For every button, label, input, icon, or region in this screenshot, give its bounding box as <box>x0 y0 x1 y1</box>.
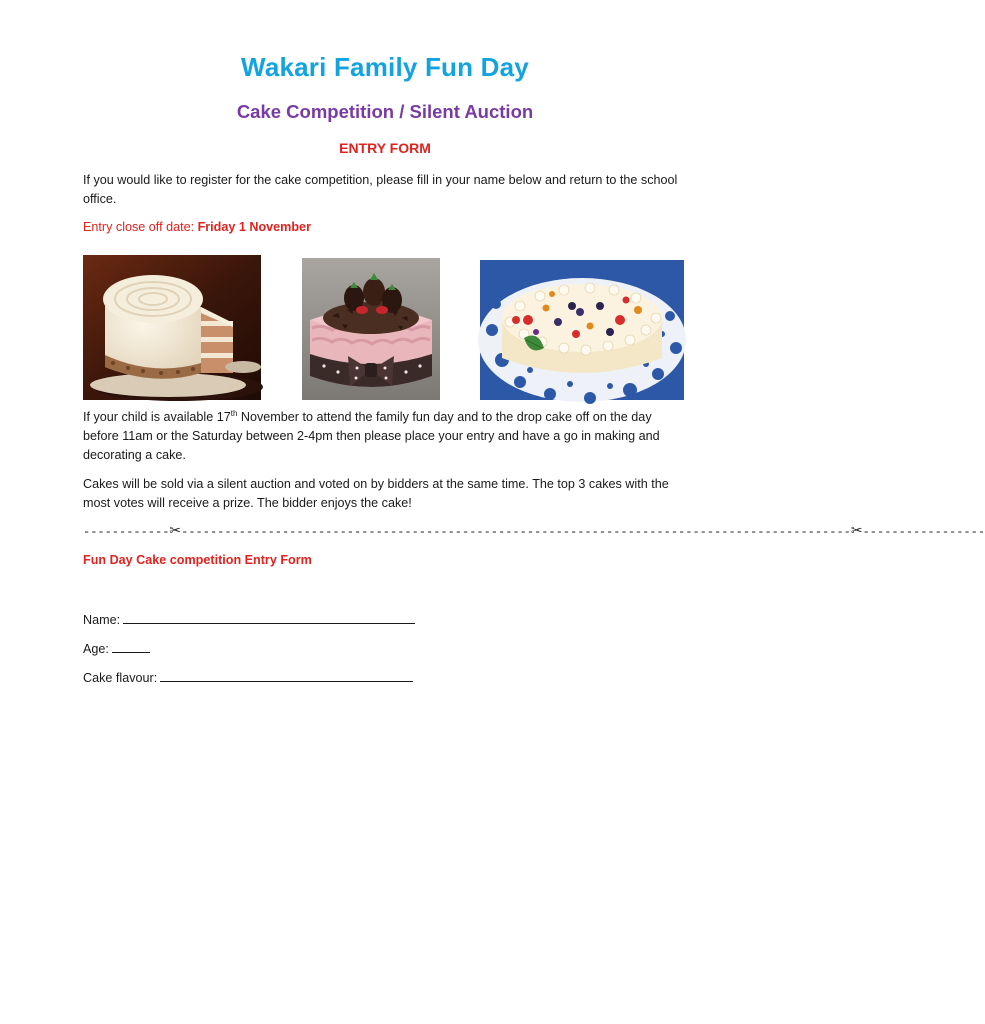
scissors-icon: ✂ <box>850 523 863 539</box>
scissors-icon: ✂ <box>169 523 182 539</box>
name-label: Name: <box>83 613 121 627</box>
details-text-b: November to attend the family fun day and to the drop cake off on the day before 11am or the Saturday between 2-4pm then please place your entry and have a go in making and decorating a cake. <box>83 410 660 462</box>
cake-slice-photo <box>83 255 261 400</box>
details-ordinal-suffix: th <box>230 408 238 418</box>
details-paragraph <box>83 408 685 465</box>
age-label: Age: <box>83 642 109 656</box>
cake-flavour-field[interactable] <box>83 669 413 685</box>
cut-line-right: ----------------- <box>862 525 985 539</box>
age-field[interactable] <box>83 640 150 656</box>
cake-flavour-label: Cake flavour: <box>83 671 158 685</box>
cut-line-middle: --------------------------------------------------------------------------------------------- <box>181 525 851 539</box>
fruit-topped-cake-photo <box>480 260 684 400</box>
chocolate-strawberry-cake-photo <box>302 258 440 400</box>
page-title: Wakari Family Fun Day <box>241 52 529 82</box>
entry-form-subheading: Fun Day Cake competition Entry Form <box>83 553 312 567</box>
entry-form-heading: ENTRY FORM <box>339 140 431 156</box>
auction-paragraph: Cakes will be sold via a silent auction and voted on by bidders at the same time. The top 3 cakes with the most votes will receive a prize. The bidder enjoys the cake! <box>83 477 669 510</box>
close-off-label: Entry close off date: <box>83 220 198 234</box>
cake-flavour-blank-line[interactable] <box>160 669 413 682</box>
close-off-date <box>83 220 311 234</box>
intro-paragraph: If you would like to register for the cake competition, please fill in your name below and return to the school office. <box>83 173 678 206</box>
name-field[interactable] <box>83 611 415 627</box>
cut-here-line <box>83 523 985 541</box>
cut-line-left: ------------ <box>83 525 170 539</box>
close-off-date-value: Friday 1 November <box>197 220 311 234</box>
page-subtitle: Cake Competition / Silent Auction <box>236 101 534 122</box>
age-blank-line[interactable] <box>112 640 150 653</box>
name-blank-line[interactable] <box>123 611 415 624</box>
details-text-a: If your child is available 17 <box>83 410 231 424</box>
